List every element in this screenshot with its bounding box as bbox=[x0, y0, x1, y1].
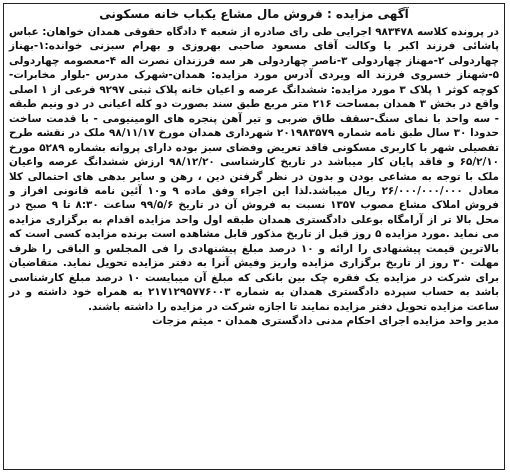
notice-footer: مدیر واحد مزایده اجرای احکام مدنی دادگستری همدان - میثم مزجات bbox=[152, 315, 499, 328]
notice-title: آگهی مزایده : فروش مال مشاع یکباب خانه مسکونی bbox=[99, 7, 409, 21]
auction-notice bbox=[3, 3, 505, 470]
notice-body-text: در پرونده کلاسه ۹۸۳۴۷۸ اجرایی طی رای صادره از شعبه ۴ دادگاه حقوقی همدان خواهان: عباس پاشائی فرزند اکبر با وکالت آقای مسعود صاحبی بهروزی و بهرام سبزنی خوانده:۱-بهناز چهاردولی ۲-مهناز چهاردولی ۳-ناصر چهاردولی هر سه فرزندان نصرت اله ۴-معصومه چهاردولی ۵-شهناز خسروی فرزند اله ویردی آدرس مورد مزایده: همدان-شهرک مدرس -بلوار مخابرات-کوچه کوثر ۱ پلاک ۳ مورد مزایده: ششدانگ عرصه و اعیان خانه پلاک ثبتی ۹۲۹۷ فرعی از ۱ اصلی واقع در بخش ۳ همدان بمساحت ۲۱۶ متر مربع طبق سند بصورت دو کله اعیانی در دو ونیم طبقه - سه واحد با نمای سنگ-سقف طاق ضربی و تیر آهن پنجره های الومینیومی - با قدمت ساخت حدودا ۳۰ سال طبق نامه شماره ۲۰۱۹۸۳۵۷۹ شهرداری همدان مورخ ۹۸/۱۱/۱۷ ملک در نقشه طرح تفصیلی شهر با کاربری مسکونی فاقد تعریض وفضای سبز بوده دارای پروانه بشماره ۵۲۸۹ مورخ ۶۵/۲/۱۰ و فاقد پایان کار میباشد در تاریخ کارشناسی ۹۸/۱۲/۲۰ ارزش ششدانگ عرصه واعیان ملک با توجه به مشاعی بودن و بدون در نظر گرفتن دین ، رهن و سایر بدهی های احتمالی کلا معادل ۲۶/۰۰۰/۰۰۰/۰۰۰ ریال میباشد.لذا این اجراء وفق ماده ۹ و۱۰ آئین نامه قانونی افراز و فروش املاک مشاع مصوب ۱۳۵۷ نسبت به فروش آن در تاریخ ۹۹/۵/۶ ساعت ۸:۳۰ تا ۹ صبح در محل بالا تر از آرامگاه بوعلی دادگستری همدان طبقه اول واحد مزایده اقدام به برگزاری مزایده می نماید .مورد مزایده ۵ روز قبل از تاریخ مذکور قابل مشاهده است برنده مزایده کسی است که بالاترین قیمت پیشنهادی را ارائه و ۱۰ درصد مبلغ پیشنهادی را فی المجلس و الباقی را ظرف مهلت ۳۰ روز از تاریخ برگزاری مزایده واریز وفیش آنرا به دفتر مزایده تحویل نماید. متقاضیان برای شرکت در مزایده یک فقره چک بین بانکی که مبلغ آن میبایست ۱۰ درصد مبلغ کارشناسی باشد به حساب سپرده دادگستری همدان به شماره ۲۱۷۱۲۹۵۷۷۶۰۰۳ به همراه خود داشته و در ساعت مزایده تحویل دفتر مزایده نمایند تا اجازه شرکت در مزایده را داشته باشند. bbox=[9, 26, 500, 313]
notice-body bbox=[9, 25, 499, 314]
